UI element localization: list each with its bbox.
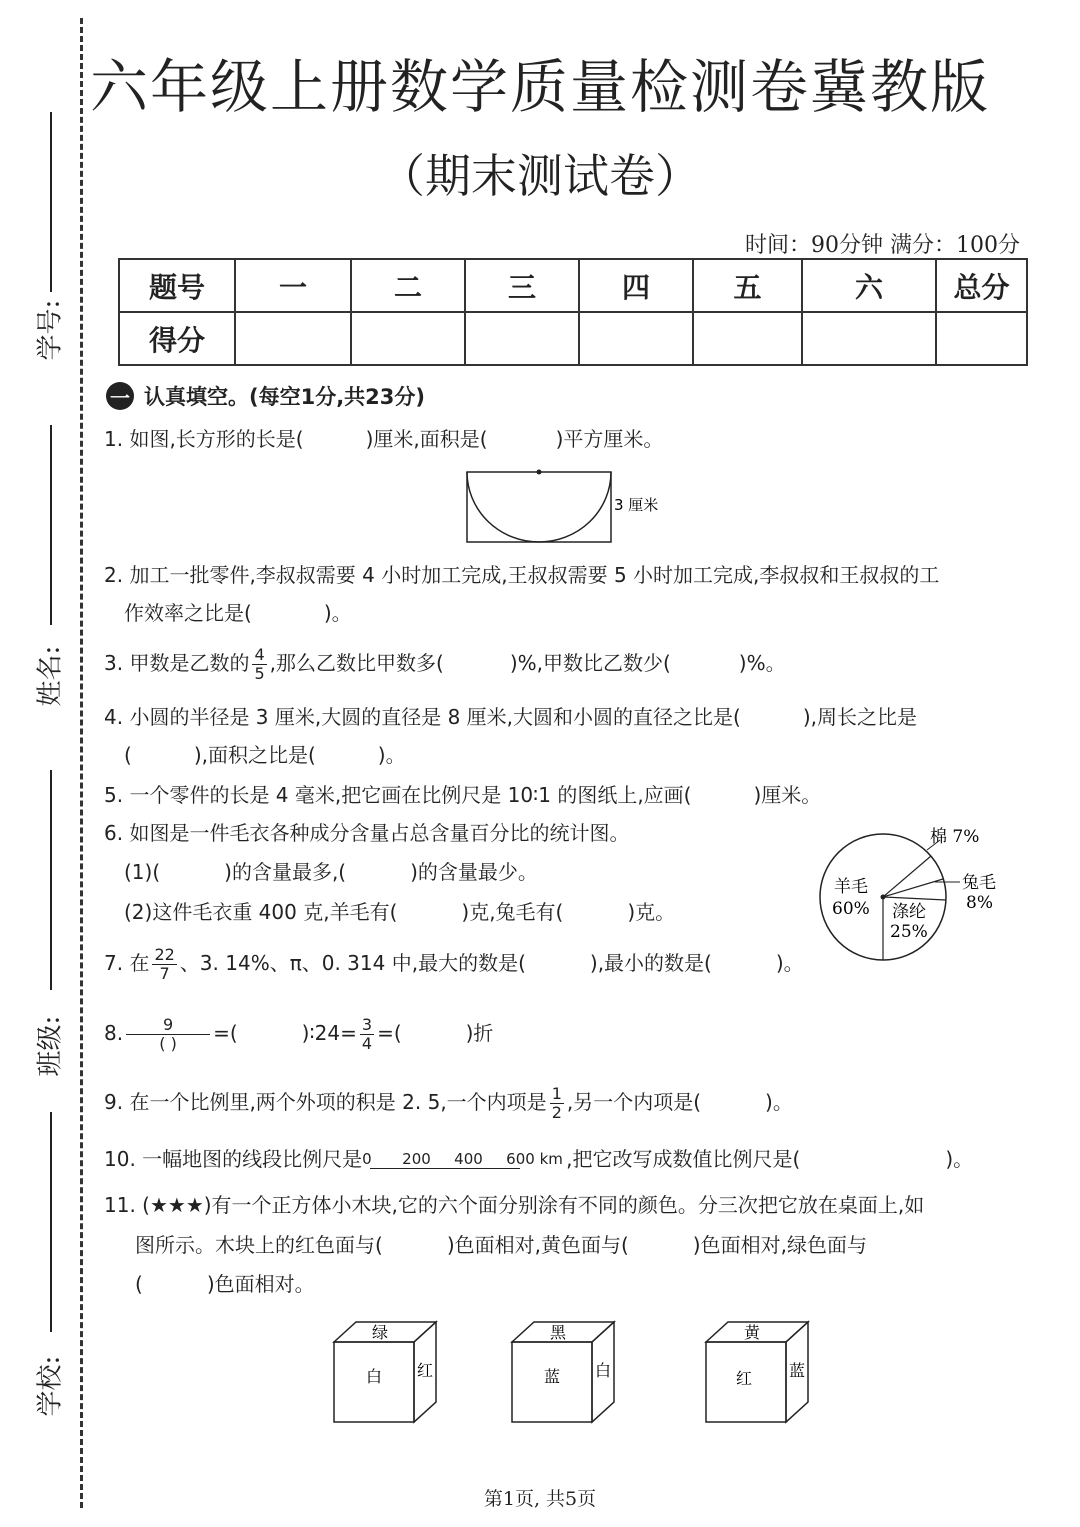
score-cell[interactable] <box>936 312 1027 365</box>
scale-tick-label: 600 km <box>506 1149 563 1168</box>
score-row-label: 得分 <box>119 312 235 365</box>
score-header-cell: 二 <box>351 259 465 312</box>
q8-text: =( <box>213 1021 238 1045</box>
time-info: 时间：90分钟 满分：100分 <box>745 233 1020 258</box>
q11-text: 图所示。木块上的红色面与( <box>135 1233 383 1257</box>
fraction <box>252 646 266 683</box>
cube-1 <box>330 1318 440 1424</box>
q4-text: ( <box>124 743 132 767</box>
q9-text: ,另一个内项是( <box>566 1090 702 1114</box>
question-11-line3 <box>135 1265 315 1303</box>
q11-text: )色面相对,绿色面与 <box>692 1233 867 1257</box>
section-number-badge: 一 <box>106 382 134 410</box>
scale-tick-label: 0 <box>362 1149 372 1168</box>
q8-text: =( <box>377 1021 402 1045</box>
q7-text: ),最小的数是( <box>589 951 712 975</box>
section-heading <box>106 381 425 411</box>
denominator: 2 <box>551 1103 562 1122</box>
question-8 <box>104 1014 493 1053</box>
question-6-line2 <box>124 853 538 891</box>
q10-text: )。 <box>945 1147 974 1171</box>
cube-2 <box>508 1318 618 1424</box>
q6-pie-figure <box>810 822 1030 972</box>
q6-text: (1)( <box>124 860 161 884</box>
question-2-line2 <box>124 594 352 632</box>
q2-text: 作效率之比是( <box>124 601 252 625</box>
class-line <box>50 770 52 990</box>
question-5 <box>104 776 821 814</box>
q7-text: 7. 在 <box>104 951 150 975</box>
cube-top-label: 绿 <box>372 1323 389 1342</box>
score-cell[interactable] <box>235 312 351 365</box>
scale-tick-label: 400 <box>454 1149 483 1168</box>
q1-text: 1. 如图,长方形的长是( <box>104 427 304 451</box>
q5-text: 5. 一个零件的长是 4 毫米,把它画在比例尺是 10∶1 的图纸上,应画( <box>104 783 692 807</box>
fraction <box>550 1085 564 1122</box>
cube-top-label: 黄 <box>744 1323 761 1342</box>
cube-front-label: 蓝 <box>544 1367 561 1386</box>
line-scale <box>362 1146 566 1176</box>
pie-label-cotton: 棉 7% <box>930 827 980 847</box>
question-4-line1 <box>104 698 917 736</box>
numerator: 4 <box>254 645 265 664</box>
q1-text: )厘米,面积是( <box>365 427 488 451</box>
numerator: 1 <box>551 1084 562 1103</box>
score-table <box>118 258 1028 366</box>
numerator: 9 <box>126 1016 210 1035</box>
q7-text: 、3. 14%、π、0. 314 中,最大的数是( <box>179 951 526 975</box>
question-9 <box>104 1083 793 1122</box>
page-subtitle: （期末测试卷） <box>379 149 701 203</box>
scale-bar <box>370 1168 520 1169</box>
cube-side-label: 蓝 <box>789 1361 806 1380</box>
q3-text: )%,甲数比乙数少( <box>509 651 671 675</box>
score-header-cell: 一 <box>235 259 351 312</box>
score-cell[interactable] <box>351 312 465 365</box>
score-cell[interactable] <box>465 312 579 365</box>
pie-center <box>881 895 886 900</box>
score-header-cell: 总分 <box>936 259 1027 312</box>
binding-dashed-line <box>80 18 83 1508</box>
q4-text: ),周长之比是 <box>802 705 918 729</box>
center-dot <box>537 470 542 475</box>
class-label: 班级: <box>35 1015 66 1077</box>
pie-label-wool: 羊毛 <box>834 877 868 897</box>
score-cell[interactable] <box>693 312 802 365</box>
score-cell[interactable] <box>579 312 693 365</box>
pie-label-rabbit: 兔毛 <box>962 873 996 893</box>
student-no-label: 学号: <box>35 299 66 361</box>
numerator: 22 <box>154 945 175 964</box>
cube-top-label: 黑 <box>550 1323 567 1342</box>
pie-pct-rabbit: 8% <box>966 893 993 913</box>
q6-text: (2)这件毛衣重 400 克,羊毛有( <box>124 900 398 924</box>
denominator: 4 <box>361 1034 373 1053</box>
fraction <box>126 1016 210 1053</box>
denominator: 5 <box>254 664 265 683</box>
score-header-cell: 五 <box>693 259 802 312</box>
q1-text: )平方厘米。 <box>555 427 664 451</box>
q11-text: ( <box>135 1272 143 1296</box>
page-title: 六年级上册数学质量检测卷冀教版 <box>89 53 990 121</box>
question-11-line1: 11. (★★★)有一个正方体小木块,它的六个面分别涂有不同的颜色。分三次把它放在桌面上,如 <box>104 1193 925 1217</box>
cube-front-label: 白 <box>366 1367 383 1386</box>
score-header-cell: 六 <box>802 259 936 312</box>
pie-divider <box>883 897 946 900</box>
cube-front-label: 红 <box>736 1369 753 1388</box>
q4-text: )。 <box>377 743 406 767</box>
q6-text: )克,兔毛有( <box>461 900 564 924</box>
question-7 <box>104 944 804 983</box>
q8-text: )折 <box>465 1021 494 1045</box>
q10-text: ,把它改写成数值比例尺是( <box>566 1147 801 1171</box>
q11-text: )色面相对,黄色面与( <box>446 1233 629 1257</box>
fraction <box>360 1016 374 1053</box>
q4-text: ),面积之比是( <box>193 743 316 767</box>
rectangle-shape <box>467 472 611 542</box>
pie-pct-polyester: 25% <box>890 922 928 942</box>
name-label: 姓名: <box>35 645 66 707</box>
cube-side-label: 红 <box>417 1361 434 1380</box>
q6-text: )的含量最少。 <box>410 860 538 884</box>
score-cell[interactable] <box>802 312 936 365</box>
figure-label: 3 厘米 <box>614 496 659 514</box>
semicircle-shape <box>467 472 611 542</box>
q1-figure <box>462 466 682 546</box>
q6-text: )克。 <box>627 900 676 924</box>
denominator[interactable]: ( ) <box>159 1034 177 1053</box>
pie-pct-wool: 60% <box>832 899 870 919</box>
question-3 <box>104 644 786 683</box>
q3-text: 3. 甲数是乙数的 <box>104 651 250 675</box>
q2-text: )。 <box>323 601 352 625</box>
score-header-cell: 三 <box>465 259 579 312</box>
q8-text: 8. <box>104 1021 124 1045</box>
scale-tick-label: 200 <box>402 1149 431 1168</box>
fraction <box>152 946 176 983</box>
question-4-line2 <box>124 736 406 774</box>
score-row <box>119 312 1027 365</box>
school-line <box>50 1112 52 1332</box>
q11-text: )色面相对。 <box>206 1272 315 1296</box>
q10-text: 10. 一幅地图的线段比例尺是 <box>104 1147 363 1171</box>
question-6-line3 <box>124 893 675 931</box>
section-title: 认真填空。(每空1分,共23分) <box>144 385 426 409</box>
pie-divider <box>883 856 931 897</box>
q3-text: ,那么乙数比甲数多( <box>269 651 444 675</box>
score-header-cell: 四 <box>579 259 693 312</box>
q9-text: 9. 在一个比例里,两个外项的积是 2. 5,一个内项是 <box>104 1090 547 1114</box>
q5-text: )厘米。 <box>753 783 822 807</box>
question-1 <box>104 420 663 458</box>
question-6-line1: 6. 如图是一件毛衣各种成分含量占总含量百分比的统计图。 <box>104 821 630 845</box>
score-header-row <box>119 259 1027 312</box>
question-10 <box>104 1140 973 1178</box>
q4-text: 4. 小圆的半径是 3 厘米,大圆的直径是 8 厘米,大圆和小圆的直径之比是( <box>104 705 741 729</box>
q3-text: )%。 <box>738 651 786 675</box>
page-footer: 第1页, 共5页 <box>483 1488 597 1510</box>
q8-text: )∶24= <box>301 1021 357 1045</box>
score-header-cell: 题号 <box>119 259 235 312</box>
q6-text: )的含量最多,( <box>224 860 347 884</box>
question-11-line2 <box>135 1226 867 1264</box>
cube-3 <box>702 1318 812 1424</box>
question-2-line1: 2. 加工一批零件,李叔叔需要 4 小时加工完成,王叔叔需要 5 小时加工完成,李叔叔和王叔叔的工 <box>104 563 940 587</box>
school-label: 学校: <box>35 1355 66 1417</box>
numerator: 3 <box>361 1015 373 1034</box>
cube-side-label: 白 <box>595 1361 612 1380</box>
q7-text: )。 <box>775 951 804 975</box>
denominator: 7 <box>159 964 170 983</box>
name-line <box>50 425 52 625</box>
pie-divider <box>883 879 943 897</box>
pie-label-polyester: 涤纶 <box>892 902 926 922</box>
q9-text: )。 <box>765 1090 793 1114</box>
